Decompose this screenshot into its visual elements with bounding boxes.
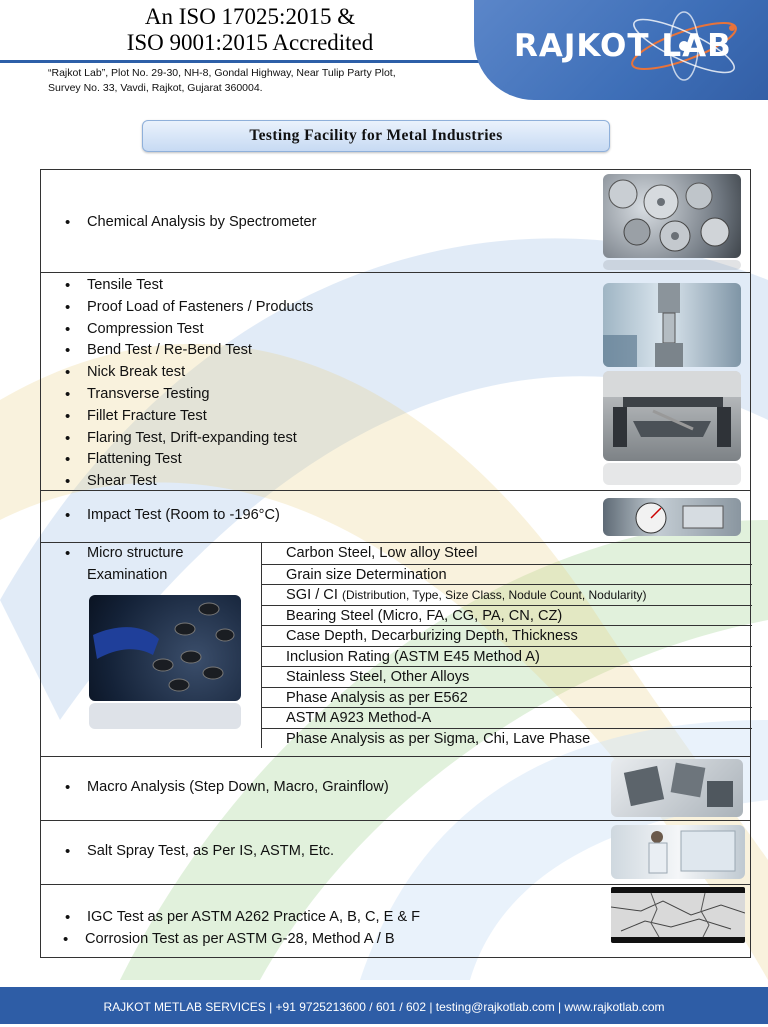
photo-reflection: [603, 463, 741, 485]
address: [48, 66, 468, 96]
list-item: • Macro Analysis (Step Down, Macro, Grainflow): [87, 777, 389, 799]
macro-list: [87, 777, 389, 799]
micro-label: [87, 543, 184, 587]
micro-row: Carbon Steel, Low alloy Steel: [286, 545, 478, 561]
micro-row: [262, 584, 752, 605]
services-table: [40, 169, 751, 958]
header-divider: [0, 60, 480, 63]
micro-row: ASTM A923 Method-A: [262, 707, 752, 728]
spectrometer-samples-photo: [603, 174, 741, 258]
logo-wordmark: RAJKOT LAB: [514, 28, 732, 64]
corrosion-micrograph-photo: [611, 887, 745, 943]
micro-row: Grain size Determination: [262, 564, 752, 585]
address-line-2: Survey No. 33, Vavdi, Rajkot, Gujarat 360004.: [48, 82, 263, 94]
row-macro: [41, 756, 750, 821]
igc-list: [87, 907, 420, 951]
list-item: • IGC Test as per ASTM A262 Practice A, B, C, E & F: [87, 907, 420, 929]
list-item: • Salt Spray Test, as Per IS, ASTM, Etc.: [87, 841, 334, 863]
row-salt-spray: [41, 820, 750, 885]
micro-row-note: (Distribution, Type, Size Class, Nodule Count, Nodularity): [341, 588, 647, 602]
list-item: • Bend Test / Re-Bend Test: [87, 340, 313, 362]
footer-contact-bar: RAJKOT METLAB SERVICES | +91 9725213600 / 601 / 602 | testing@rajkotlab.com | www.rajkotlab.com: [0, 987, 768, 1024]
tensile-machine-photo: [603, 283, 741, 367]
micro-row: Case Depth, Decarburizing Depth, Thickness: [262, 625, 752, 646]
micro-label-list: [87, 543, 184, 587]
photo-reflection: [603, 260, 741, 270]
photo-reflection: [89, 703, 241, 729]
micro-row: Inclusion Rating (ASTM E45 Method A): [262, 646, 752, 667]
list-item: • Proof Load of Fasteners / Products: [87, 297, 313, 319]
micro-label-line-2: Examination: [87, 566, 168, 583]
list-item: • Compression Test: [87, 319, 313, 341]
metallography-samples-photo: [89, 595, 241, 701]
title-line-2: ISO 9001:2015 Accredited: [126, 30, 374, 55]
micro-row: Bearing Steel (Micro, FA, CG, PA, CN, CZ): [262, 605, 752, 626]
micro-row: Phase Analysis as per Sigma, Chi, Lave Phase: [262, 728, 752, 749]
address-line-1: “Rajkot Lab”, Plot No. 29-30, NH-8, Gondal Highway, Near Tulip Party Plot,: [48, 67, 396, 79]
compression-fixture-photo: [603, 371, 741, 461]
salt-spray-lab-photo: [611, 825, 745, 879]
micro-subtable: [261, 543, 752, 748]
title-line-1: An ISO 17025:2015 &: [144, 4, 356, 29]
impact-list: [87, 505, 280, 527]
list-item: • Fillet Fracture Test: [87, 406, 313, 428]
list-item: • Flaring Test, Drift-expanding test: [87, 428, 313, 450]
list-item: • Corrosion Test as per ASTM G-28, Method A / B: [85, 929, 420, 951]
row-impact: [41, 490, 750, 543]
list-item: • Nick Break test: [87, 362, 313, 384]
row-mechanical: [41, 272, 750, 491]
list-item: • Transverse Testing: [87, 384, 313, 406]
macro-etched-sections-photo: [611, 759, 743, 817]
mechanical-list: [87, 275, 313, 493]
list-item: • Flattening Test: [87, 449, 313, 471]
list-item: • Chemical Analysis by Spectrometer: [87, 212, 317, 234]
micro-row: Phase Analysis as per E562: [262, 687, 752, 708]
row-chemical: [41, 170, 750, 272]
row-igc-corrosion: [41, 884, 750, 959]
list-item: • Tensile Test: [87, 275, 313, 297]
micro-label-line-1: Micro structure: [87, 545, 184, 561]
accreditation-title: [70, 4, 430, 56]
micro-row: Stainless Steel, Other Alloys: [262, 666, 752, 687]
list-item: • Impact Test (Room to -196°C): [87, 505, 280, 527]
chemical-list: [87, 212, 317, 234]
micro-row-main: SGI / CI: [286, 587, 342, 603]
salt-list: [87, 841, 334, 863]
row-microstructure: [41, 542, 750, 757]
impact-tester-photo: [603, 498, 741, 536]
section-banner: Testing Facility for Metal Industries: [142, 120, 610, 152]
list-item: • Shear Test: [87, 471, 313, 493]
logo-panel: [474, 0, 768, 100]
